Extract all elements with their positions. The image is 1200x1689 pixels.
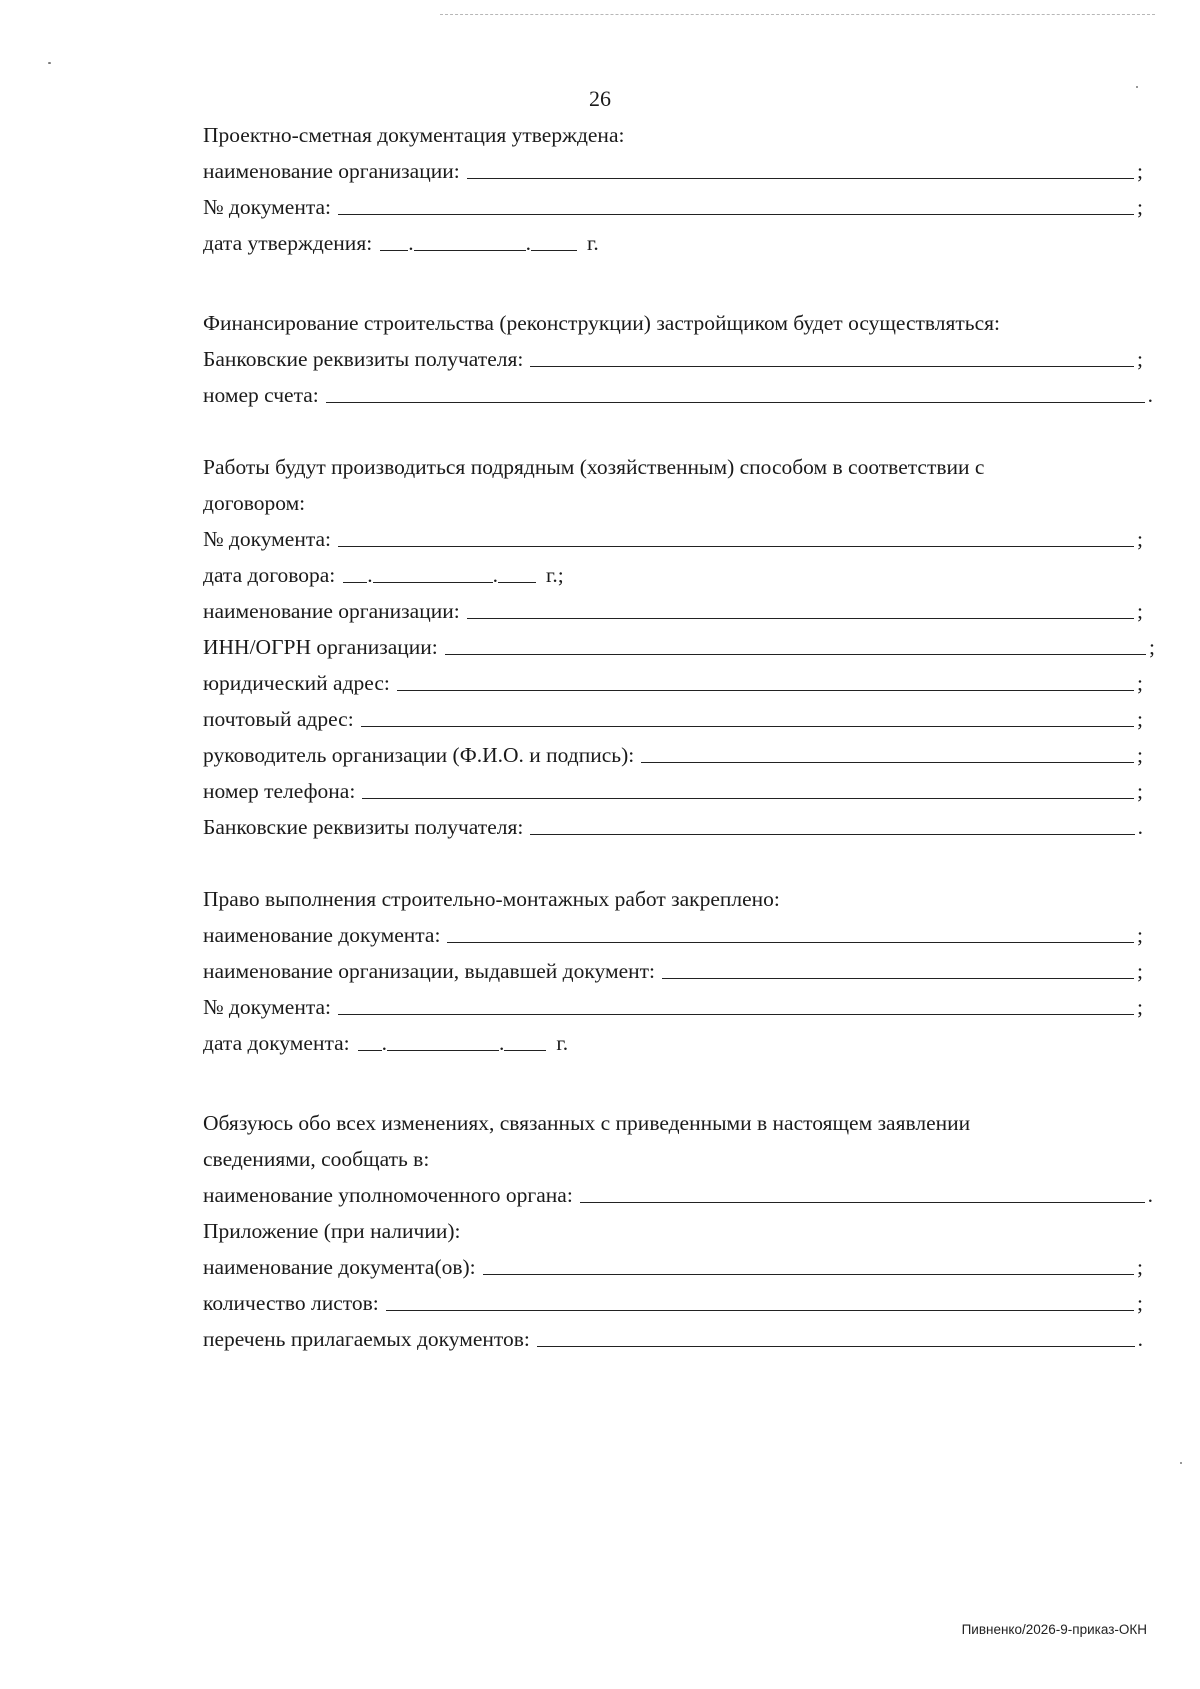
contract-year-input[interactable] <box>498 582 536 583</box>
works-org-input-line[interactable] <box>467 618 1134 619</box>
attachment-sheets-input-line[interactable] <box>386 1310 1134 1311</box>
field-works-postal-address <box>203 696 1143 730</box>
field-rights-doc-name <box>203 912 1143 946</box>
attachment-title: Приложение (при наличии): <box>203 1218 461 1243</box>
scan-speck <box>48 62 51 64</box>
field-works-inn <box>203 624 1155 658</box>
semicolon: ; <box>1137 194 1143 219</box>
rights-day-input[interactable] <box>358 1050 382 1051</box>
field-label: руководитель организации (Ф.И.О. и подпись): <box>203 742 635 767</box>
field-works-doc-number <box>203 516 1143 550</box>
works-doc-number-input-line[interactable] <box>338 546 1134 547</box>
field-rights-issuer <box>203 948 1143 982</box>
section-works-intro-line1: Работы будут производиться подрядным (хозяйственным) способом в соответствии с <box>203 454 985 479</box>
footer-reference: Пивненко/2026-9-приказ-ОКН <box>961 1622 1147 1637</box>
rights-month-input[interactable] <box>387 1050 499 1051</box>
approval-year-input[interactable] <box>531 250 577 251</box>
page-number: 26 <box>589 86 611 111</box>
rights-year-input[interactable] <box>504 1050 546 1051</box>
field-works-org <box>203 588 1143 622</box>
field-label: номер счета: <box>203 382 319 407</box>
semicolon: ; <box>1137 670 1143 695</box>
semicolon: ; <box>1137 158 1143 183</box>
field-rights-doc-number <box>203 984 1143 1018</box>
field-label: наименование организации: <box>203 158 460 183</box>
section-notify-intro-line2: сведениями, сообщать в: <box>203 1146 430 1171</box>
semicolon: ; <box>1137 598 1143 623</box>
rights-issuer-input-line[interactable] <box>662 978 1134 979</box>
field-label: перечень прилагаемых документов: <box>203 1326 530 1351</box>
field-works-head <box>203 732 1143 766</box>
field-approval-date: дата утверждения: . . г. <box>203 230 599 255</box>
financing-bank-input-line[interactable] <box>530 366 1134 367</box>
rights-doc-name-input-line[interactable] <box>447 942 1134 943</box>
semicolon: ; <box>1137 922 1143 947</box>
approval-day-input[interactable] <box>380 250 408 251</box>
field-attachment-list <box>203 1316 1143 1350</box>
section-rights-title: Право выполнения строительно-монтажных работ закреплено: <box>203 886 780 911</box>
field-label: наименование документа: <box>203 922 441 947</box>
scan-speck <box>1180 1462 1182 1464</box>
section-notify-intro-line1: Обязуюсь обо всех изменениях, связанных с приведенными в настоящем заявлении <box>203 1110 971 1135</box>
approval-month-input[interactable] <box>414 250 526 251</box>
field-works-phone <box>203 768 1143 802</box>
year-suffix: г.; <box>546 562 564 587</box>
field-authority <box>203 1172 1153 1206</box>
field-rights-doc-date: дата документа: . . г. <box>203 1030 569 1055</box>
period: . <box>1147 382 1153 407</box>
field-contract-date: дата договора: . . г.; <box>203 562 564 587</box>
field-label: дата утверждения: <box>203 230 373 255</box>
field-label: № документа: <box>203 994 332 1019</box>
semicolon: ; <box>1137 994 1143 1019</box>
works-head-input-line[interactable] <box>641 762 1134 763</box>
period: . <box>1137 1326 1143 1351</box>
works-postal-address-input-line[interactable] <box>361 726 1134 727</box>
semicolon: ; <box>1137 706 1143 731</box>
semicolon: ; <box>1137 346 1143 371</box>
attachment-docs-input-line[interactable] <box>483 1274 1134 1275</box>
field-label: почтовый адрес: <box>203 706 354 731</box>
works-legal-address-input-line[interactable] <box>397 690 1134 691</box>
field-financing-account <box>203 372 1153 406</box>
field-attachment-sheets <box>203 1280 1143 1314</box>
field-approval-org <box>203 148 1143 182</box>
financing-account-input-line[interactable] <box>326 402 1145 403</box>
field-label: дата договора: <box>203 562 336 587</box>
section-financing-title: Финансирование строительства (реконструкции) застройщиком будет осуществляться: <box>203 310 1001 335</box>
semicolon: ; <box>1137 742 1143 767</box>
rights-doc-number-input-line[interactable] <box>338 1014 1134 1015</box>
semicolon: ; <box>1137 1254 1143 1279</box>
field-label: номер телефона: <box>203 778 356 803</box>
semicolon: ; <box>1137 958 1143 983</box>
field-label: Банковские реквизиты получателя: <box>203 346 524 371</box>
section-works-intro-line2: договором: <box>203 490 306 515</box>
field-label: наименование документа(ов): <box>203 1254 476 1279</box>
field-label: Банковские реквизиты получателя: <box>203 814 524 839</box>
field-approval-doc-number <box>203 184 1143 218</box>
year-suffix: г. <box>586 230 599 255</box>
approval-org-input-line[interactable] <box>467 178 1134 179</box>
field-attachment-docs <box>203 1244 1143 1278</box>
attachment-list-input-line[interactable] <box>537 1346 1135 1347</box>
works-bank-input-line[interactable] <box>530 834 1134 835</box>
field-label: юридический адрес: <box>203 670 390 695</box>
semicolon: ; <box>1137 1290 1143 1315</box>
semicolon: ; <box>1149 634 1155 659</box>
field-label: № документа: <box>203 194 332 219</box>
section-approval-title: Проектно-сметная документация утверждена: <box>203 122 625 147</box>
scan-top-rule <box>440 14 1155 15</box>
contract-month-input[interactable] <box>373 582 493 583</box>
field-works-legal-address <box>203 660 1143 694</box>
works-phone-input-line[interactable] <box>362 798 1134 799</box>
approval-doc-number-input-line[interactable] <box>338 214 1134 215</box>
field-label: наименование организации: <box>203 598 460 623</box>
year-suffix: г. <box>556 1030 569 1055</box>
period: . <box>1147 1182 1153 1207</box>
field-label: № документа: <box>203 526 332 551</box>
field-label: ИНН/ОГРН организации: <box>203 634 438 659</box>
contract-day-input[interactable] <box>343 582 367 583</box>
field-financing-bank <box>203 336 1143 370</box>
semicolon: ; <box>1137 526 1143 551</box>
period: . <box>1137 814 1143 839</box>
field-label: дата документа: <box>203 1030 350 1055</box>
semicolon: ; <box>1137 778 1143 803</box>
field-label: наименование организации, выдавшей документ: <box>203 958 656 983</box>
works-inn-input-line[interactable] <box>445 654 1146 655</box>
field-works-bank <box>203 804 1143 838</box>
authority-input-line[interactable] <box>580 1202 1145 1203</box>
field-label: наименование уполномоченного органа: <box>203 1182 573 1207</box>
field-label: количество листов: <box>203 1290 379 1315</box>
